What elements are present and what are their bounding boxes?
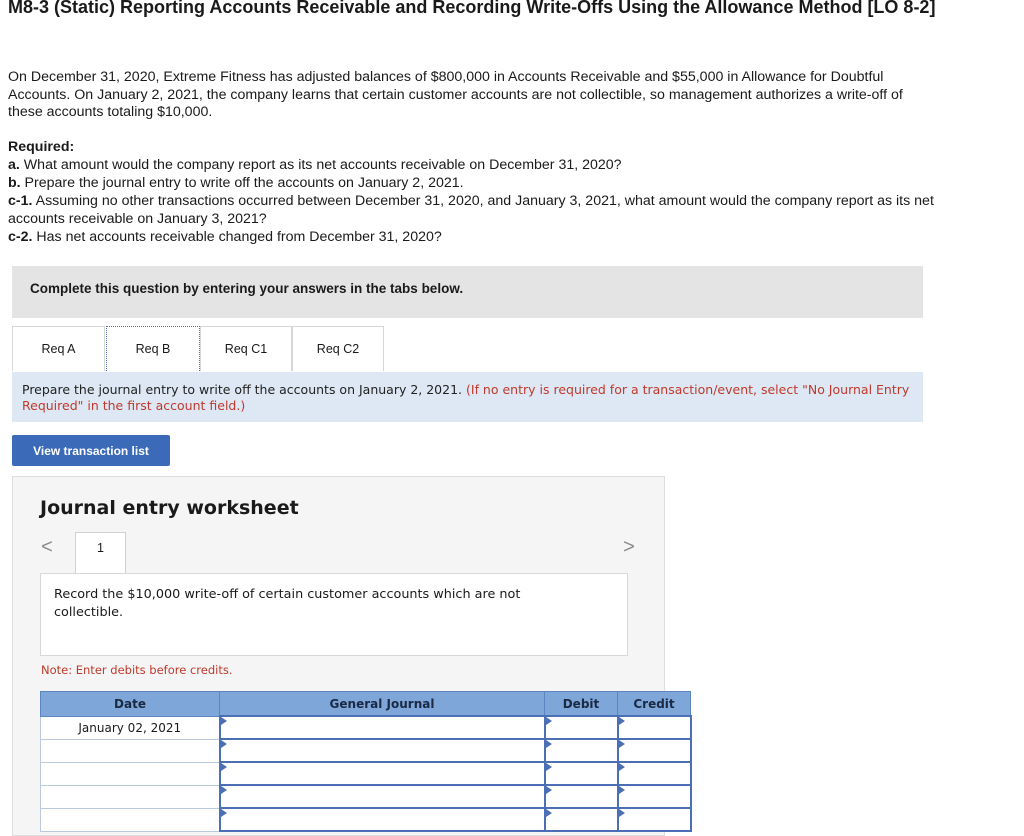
debit-input[interactable] (545, 739, 618, 762)
dropdown-arrow-icon (619, 809, 625, 817)
account-select[interactable] (220, 716, 545, 739)
table-row (41, 762, 691, 785)
problem-intro: On December 31, 2020, Extreme Fitness has adjusted balances of $800,000 in Accounts Receivable and $55,000 in Allowance for Doubtful Accounts. On January 2, 2021, the company learns that certain customer accounts are not collectible, so management authorizes a write-off of these accounts totaling $10,000. (8, 69, 903, 120)
dropdown-arrow-icon (619, 717, 625, 725)
debit-input[interactable] (545, 762, 618, 785)
instruction-text: Prepare the journal entry to write off the accounts on January 2, 2021. (22, 382, 466, 397)
required-item-a: a. What amount would the company report as its net accounts receivable on December 31, 2020? (8, 157, 622, 173)
dropdown-arrow-icon (221, 717, 227, 725)
transaction-description-box (40, 573, 628, 656)
dropdown-arrow-icon (546, 786, 552, 794)
chevron-right-icon[interactable]: > (623, 536, 635, 558)
transaction-description: Record the $10,000 write-off of certain customer accounts which are not collectible. (54, 587, 521, 620)
dropdown-arrow-icon (546, 763, 552, 771)
column-header-general-journal: General Journal (220, 692, 545, 717)
table-row (41, 739, 691, 762)
dropdown-arrow-icon (619, 786, 625, 794)
date-cell (41, 785, 220, 808)
account-select[interactable] (220, 739, 545, 762)
instruction-hint: (If no entry is required for a transaction/event, select "No Journal Entry Required" in the first account field.) (22, 382, 910, 413)
dropdown-arrow-icon (221, 740, 227, 748)
journal-table (40, 691, 692, 832)
account-select[interactable] (220, 808, 545, 831)
view-transaction-list-button[interactable]: View transaction list (12, 435, 170, 466)
required-heading: Required: (8, 139, 75, 155)
required-item-c1: c-1. Assuming no other transactions occurred between December 31, 2020, and January 3, 2021, what amount would the company report as its net accounts receivable on January 3, 2021? (8, 193, 934, 227)
date-cell: January 02, 2021 (41, 716, 220, 739)
chevron-left-icon[interactable]: < (41, 536, 53, 558)
table-row (41, 808, 691, 831)
debit-input[interactable] (545, 716, 618, 739)
table-row (41, 716, 691, 739)
dropdown-arrow-icon (619, 740, 625, 748)
account-select[interactable] (220, 762, 545, 785)
debits-note: Note: Enter debits before credits. (41, 663, 233, 677)
required-item-b: b. Prepare the journal entry to write off the accounts on January 2, 2021. (8, 175, 464, 191)
instructions-banner-text: Complete this question by entering your answers in the tabs below. (30, 281, 464, 296)
dropdown-arrow-icon (546, 717, 552, 725)
column-header-credit: Credit (618, 692, 691, 717)
dropdown-arrow-icon (221, 763, 227, 771)
dropdown-arrow-icon (221, 786, 227, 794)
worksheet-title: Journal entry worksheet (40, 497, 299, 519)
page-title: M8-3 (Static) Reporting Accounts Receivable and Recording Write-Offs Using the Allowance Method [LO 8-2] (8, 0, 936, 17)
date-cell (41, 808, 220, 831)
tab-req-a[interactable]: Req A (12, 326, 105, 371)
credit-input[interactable] (618, 808, 691, 831)
debit-input[interactable] (545, 808, 618, 831)
date-cell (41, 762, 220, 785)
dropdown-arrow-icon (221, 809, 227, 817)
debit-input[interactable] (545, 785, 618, 808)
credit-input[interactable] (618, 716, 691, 739)
credit-input[interactable] (618, 739, 691, 762)
credit-input[interactable] (618, 762, 691, 785)
date-cell (41, 739, 220, 762)
account-select[interactable] (220, 785, 545, 808)
required-section (8, 138, 938, 246)
instructions-banner (12, 266, 923, 318)
dropdown-arrow-icon (546, 740, 552, 748)
dropdown-arrow-icon (546, 809, 552, 817)
credit-input[interactable] (618, 785, 691, 808)
required-item-c2: c-2. Has net accounts receivable changed from December 31, 2020? (8, 229, 442, 245)
column-header-debit: Debit (545, 692, 618, 717)
worksheet-page-tab[interactable]: 1 (75, 532, 126, 574)
column-header-date: Date (41, 692, 220, 717)
dropdown-arrow-icon (619, 763, 625, 771)
tab-req-c2[interactable]: Req C2 (292, 326, 384, 371)
tab-instruction (12, 372, 923, 422)
table-row (41, 785, 691, 808)
tab-req-c1[interactable]: Req C1 (200, 326, 292, 371)
tab-req-b[interactable]: Req B (106, 326, 200, 371)
